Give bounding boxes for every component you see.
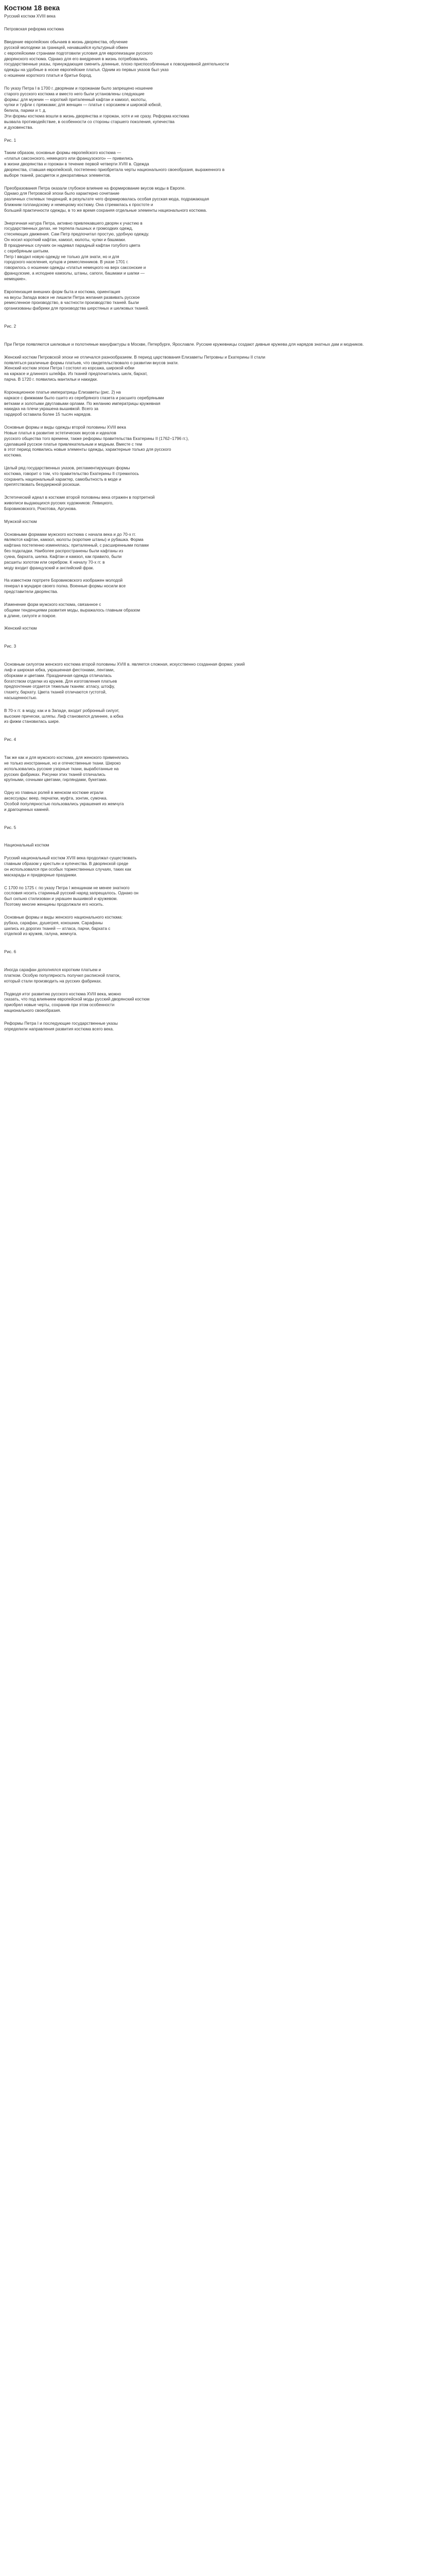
article-body bbox=[4, 27, 432, 1032]
paragraph: Таким образом, основные формы европейского костюма — «платья саксонского, немецкого или французского» — привились в жизни дворянства и горожан в течение первой четверти XVIII в. Одежда дворянства, ставшая европейской, постепенно приобретала черты национального своеобразия, выраженного в выборе тканей, расцветок и декоративных элементов. bbox=[4, 150, 225, 178]
paragraph: В 70-х гг. в моду, как и в Западе, входит робронный силуэт, высокие прически, шляпы. Лиф становился длиннее, а юбка из фижм становилась шире. bbox=[4, 708, 124, 724]
paragraph: Русский национальный костюм XVIII века продолжал существовать главным образом у крестьян и купечества. В дворянской среде он использовался при особых торжественных случаях, таких как маскарады и придворные праздники. bbox=[4, 856, 137, 877]
figure-caption: Рис. 4 bbox=[4, 737, 16, 742]
figure-caption: Рис. 5 bbox=[4, 825, 16, 830]
paragraph: Основными формами мужского костюма с начала века и до 70-х гг. являются кафтан, камзол, кюлоты (короткие штаны) и рубашка. Форма кафтана постепенно изменялась: приталенный, с расширенными полами без подкладки. Наиболее распространены были кафтаны из сукна, бархата, шелка. Кафтан и камзол, как правило, были расшиты золотом или серебром. К началу 70-х гг. в моду входит французский и английский фрак. bbox=[4, 532, 149, 570]
paragraph: Основные формы и виды женского национального костюма: рубаха, сарафан, душегрея, кокошник. Сарафаны шились из дорогих тканей — атласа, парчи, бархата с отделкой из кружев, галуна, жемчуга. bbox=[4, 914, 123, 937]
page-subtitle: Русский костюм XVIII века bbox=[4, 14, 56, 19]
paragraph: Целый ряд государственных указов, регламентирующих формы костюма, говорит о том, что правительство Екатерины II стремилось сохранить национальный характер, самобытность в моде и препятствовать безудержной роскоши. bbox=[4, 465, 139, 487]
paragraph: Женский костюм Петровской эпохи не отличался разнообразием. В период царствования Елизаветы Петровны и Екатерины II стали появляться различные формы платьев, что свидетельствовало о развитии вкусов знати. Женский костюм эпохи Петра I состоял из корсажа, широкой юбки на каркасе и длинного шлейфа. Из тканей предпочитались шелк, бархат, парча. В 1720 г. появились мантильи и накидки. bbox=[4, 354, 266, 382]
figure-caption: Рис. 3 bbox=[4, 644, 16, 649]
section-heading: Женский костюм bbox=[4, 626, 37, 631]
paragraph: Так же как и для мужского костюма, для женского применялись не только иностранные, но и отечественные ткани. Широко использовались русские узорные ткани, выработанные на русских фабриках. Рисунки этих тканей отличались крупными, сочными цветами, гирляндами, букетами. bbox=[4, 755, 129, 783]
paragraph: При Петре появляются шелковые и полотняные мануфактуры в Москве, Петербурге, Ярославле. Русские кружевницы создают дивные кружева для нарядов знатных дам и модников. bbox=[4, 342, 364, 347]
paragraph: Преобразования Петра оказали глубокое влияние на формирование вкусов моды в Европе. Однако для Петровской эпохи было характерно сочетание различных стилевых тенденций, в результате чего формировалась особая русская мода, подражающая ближним голландскому и немецкому костюму. Она стремилась к простоте и большей практичности одежды, в то же время сохраняя отдельные элементы национального костюма. bbox=[4, 185, 210, 213]
page-title: Костюм 18 века bbox=[4, 4, 60, 12]
paragraph: По указу Петра I в 1700 г. дворянам и горожанам было запрещено ношение старого русского костюма и вместо него были установлены следующие формы: для мужчин — короткий приталенный кафтан и камзол, кюлоты, чулки и туфли с пряжками; для женщин — платье с корсажем и широкой юбкой, белила, парики и т. д. Эти формы костюма вошли в жизнь дворянства и горожан, хотя и не сразу. Реформа костюма вызвала противодействие, в особенности со стороны старшего поколения, купечества и духовенства. bbox=[4, 86, 189, 130]
paragraph: Основные формы и виды одежды второй половины XVIII века Новые платья в развитие эстетических вкусов и идеалов русского общества того времени, также реформы правительства Екатерины II (1762–1796 гг.), сделавшей русское платье привлекательным и модным. Вместе с тем в этот период появились новые элементы одежды, характерные только для русского костюма. bbox=[4, 425, 189, 458]
paragraph: Энергичная натура Петра, активно привлекавшего дворян к участию в государственных делах, не терпела пышных и громоздких одежд, стесняющих движения. Сам Петр предпочитал простую, удобную одежду. Он носил короткий кафтан, камзол, кюлоты, чулки и башмаки. В праздничных случаях он надевал парадный кафтан голубого цвета с серебряным шитьем. Петр I вводил новую одежду не только для знати, но и для городского населения, купцов и ремесленников. В указе 1701 г. говорилось о ношении одежды «платья немецкого на верх саксонские и французские, а исподнее камзолы, штаны, сапоги, башмаки и шапки — немецкие». bbox=[4, 221, 149, 281]
paragraph: Изменение форм мужского костюма, связанное с общими тенденциями развития моды, выражалось главным образом в длине, силуэте и покрое. bbox=[4, 602, 141, 618]
section-heading: Петровская реформа костюма bbox=[4, 27, 64, 32]
figure-caption: Рис. 2 bbox=[4, 324, 16, 329]
paragraph: Коронационное платье императрицы Елизаветы (рис. 2) на каркасе с фижмами было сшито из серебряного глазета и расшито серебряными ветками и золотыми двуглавыми орлами. По желанию императрицы кружевная накидка на плечи украшена вышивкой. Всего за гардероб оставила более 15 тысяч нарядов. bbox=[4, 389, 164, 417]
paragraph: Иногда сарафан дополнялся коротким платьем и платком. Особую популярность получил расписной платок, который стали производить на русских фабриках. bbox=[4, 968, 120, 984]
paragraph: Реформы Петра I и последующие государственные указы определили направления развития костюма всего века. bbox=[4, 1021, 118, 1031]
paragraph: Одну из главных ролей в женском костюме играли аксессуары: веер, перчатки, муфта, зонтик, сумочка. Особой популярностью пользовались украшения из жемчуга и драгоценных камней. bbox=[4, 790, 124, 812]
paragraph: Основным силуэтом женского костюма второй половины XVIII в. является сложная, искусственно созданная форма: узкий лиф и широкая юбка, украшенная фестонами, лентами, оборками и цветами. Праздничная одежда отличалась богатством отделки из кружев. Для изготовления платьев предпочтение отдается тяжелым тканям: атласу, штофу, глазету, бархату. Цвета тканей отличаются густотой, насыщенностью. bbox=[4, 662, 245, 700]
paragraph: Подводя итог развитию русского костюма XVIII века, можно сказать, что под влиянием европейской моды русский дворянский костюм приобрел новые черты, сохранив при этом особенности национального своеобразия. bbox=[4, 991, 150, 1013]
section-heading: Национальный костюм bbox=[4, 843, 49, 848]
figure-caption: Рис. 1 bbox=[4, 138, 16, 143]
paragraph: На известном портрете Боровиковского изображен молодой генерал в мундире своего полка. Военные формы носили все представители дворянства. bbox=[4, 578, 126, 595]
paragraph: Введение европейских обычаев в жизнь дворянства, обучение русской молодежи за границей, начавшийся культурный обмен с европейскими странами подготовили условия для европеизации русского дворянского костюма. Однако для его внедрения в жизнь потребовались государственные указы, принуждающие сменить длинные, плохо приспособленные к повседневной деятельности одежды на удобные в носке европейские платья. Одним из первых указов был указ о ношении короткого платья и бритье бород. bbox=[4, 40, 229, 78]
paragraph: Европеизация внешних форм быта и костюма, ориентация на вкусы Запада вовсе не лишили Петра желания развивать русское ремесленное производство, в частности производство тканей. Были организованы фабрики для производства шерстяных и шелковых тканей. bbox=[4, 289, 149, 311]
paragraph: Эстетический идеал в костюме второй половины века отражен в портретной живописи выдающихся русских художников: Левицкого, Боровиковского, Рокотова, Аргунова. bbox=[4, 495, 155, 511]
document-page bbox=[0, 0, 436, 1055]
paragraph: С 1700 по 1725 г. по указу Петра I женщинам не менее знатного сословия носить старинный русский наряд запрещалось. Однако он был сильно стилизован и украшен вышивкой и кружевом. Поэтому многие женщины продолжали его носить. bbox=[4, 885, 138, 907]
figure-caption: Рис. 6 bbox=[4, 950, 16, 955]
section-heading: Мужской костюм bbox=[4, 519, 37, 524]
